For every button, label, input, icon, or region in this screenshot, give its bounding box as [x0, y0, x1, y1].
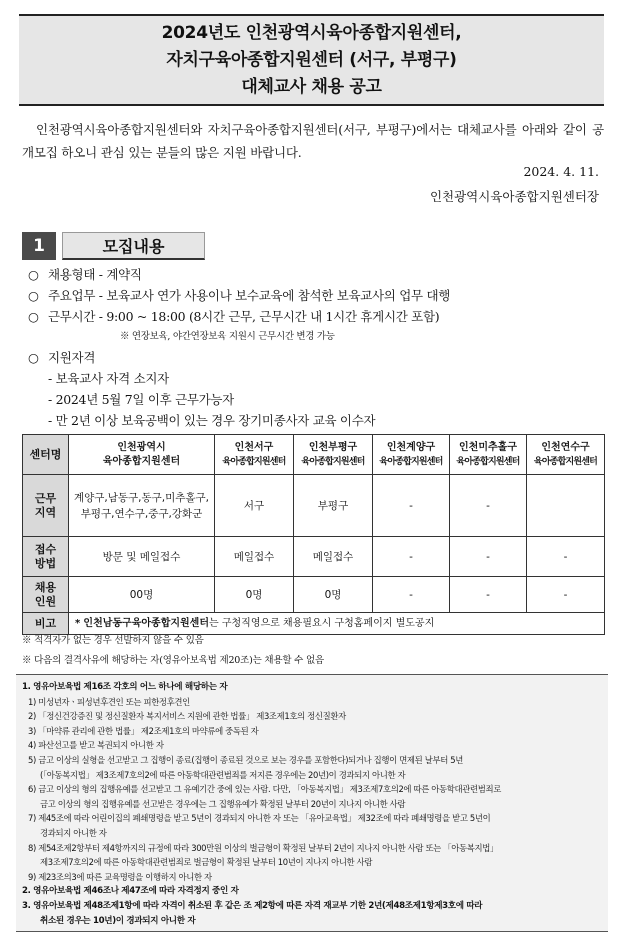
count-cell: - [527, 577, 605, 613]
bullet-circle-icon: ○ [28, 309, 39, 324]
bullet-employment-type: ○ 채용형태 - 계약직 [28, 264, 608, 285]
center-michuhol-gu: 인천미추홀구 육아종합지원센터 [450, 435, 527, 475]
center-gyeyang-gu: 인천계양구 육아종합지원센터 [373, 435, 450, 475]
method-cell: - [373, 537, 450, 577]
count-cell: 0명 [294, 577, 373, 613]
bullet-main-duty: ○ 주요업무 - 보육교사 연가 사용이나 보수교육에 참석한 보육교사의 업무 대행 [28, 285, 608, 306]
recruit-table [22, 434, 605, 635]
work-hours-note: ※ 연장보육, 야간연장보육 지원시 근무시간 변경 가능 [120, 331, 335, 342]
note-cell: * 인천남동구육아종합지원센터는 구청직영으로 채용필요시 구청홈페이지 별도공지 [69, 613, 605, 635]
row-header-note: 비고 [23, 613, 69, 635]
title-box [19, 14, 604, 106]
disqualification-item: 1. 영유아보육법 제16조 각호의 어느 하나에 해당하는 자 [22, 682, 228, 692]
issuer: 인천광역시육아종합지원센터장 [429, 189, 599, 204]
recruit-details [28, 264, 608, 431]
bullet-circle-icon: ○ [28, 267, 39, 282]
qualification-item: - 보육교사 자격 소지자 [48, 371, 169, 386]
section-title: 모집내용 [62, 232, 205, 260]
method-cell: - [450, 537, 527, 577]
method-cell: 메일접수 [215, 537, 294, 577]
center-yeonsu-gu: 인천연수구 육아종합지원센터 [527, 435, 605, 475]
count-cell: - [450, 577, 527, 613]
table-row [23, 475, 605, 537]
count-cell: 00명 [69, 577, 215, 613]
disqualification-item: 제3조제7호의2에 따른 아동학대관련범죄로 벌금형이 확정된 날부터 10년이 지나지 아니한 사람 [40, 857, 373, 868]
disqualification-item: 3) 「마약류 관리에 관한 법률」 제2조제1호의 마약류에 중독된 자 [28, 725, 259, 736]
announcement-date: 2024. 4. 11. [523, 164, 599, 179]
count-cell: - [373, 577, 450, 613]
intro-paragraph: 인천광역시육아종합지원센터와 자치구육아종합지원센터(서구, 부평구)에서는 대체교사를 아래와 같이 공개모집 하오니 관심 있는 분들의 많은 지원 바랍니다. [22, 122, 604, 160]
region-cell: - [373, 475, 450, 537]
disqualification-item: 2) 「정신건강증진 및 정신질환자 복지서비스 지원에 관한 법률」 제3조제1호의 정신질환자 [28, 711, 346, 722]
table-row [23, 577, 605, 613]
disqualification-item: 취소된 경우는 10년)이 경과되지 아니한 자 [40, 915, 196, 926]
disqualification-item: 9) 제23조의3에 따른 교육명령을 이행하지 아니한 자 [28, 871, 212, 882]
disqualification-item: 6) 금고 이상의 형의 집행유예를 선고받고 그 유예기간 중에 있는 사람. 다만, 「아동복지법」 제3조제7호의2에 따른 아동학대관련범죄로 [28, 784, 501, 795]
disqualification-box [16, 674, 608, 932]
qualification-item: - 만 2년 이상 보육공백이 있는 경우 장기미종사자 교육 이수자 [48, 413, 376, 428]
bullet-circle-icon: ○ [28, 288, 39, 303]
bullet-work-hours: ○ 근무시간 - 9:00 ~ 18:00 (8시간 근무, 근무시간 내 1시간 휴게시간 포함) [28, 306, 608, 327]
title-line-3: 대체교사 채용 공고 [241, 76, 382, 97]
title-line-2: 자치구육아종합지원센터 (서구, 부평구) [166, 49, 457, 70]
row-header-region: 근무지역 [23, 475, 69, 537]
bullet-qualifications: ○ 지원자격 [28, 347, 608, 368]
disqualification-item: 4) 파산선고를 받고 복권되지 아니한 자 [28, 740, 164, 751]
method-cell: 방문 및 메일접수 [69, 537, 215, 577]
disqualification-item: 1) 미성년자ㆍ피성년후견인 또는 피한정후견인 [28, 696, 190, 707]
disqualification-item: 금고 이상의 형의 집행유예를 선고받은 경우에는 그 집행유예가 확정된 날부터 20년이 지나지 아니한 사람 [40, 798, 406, 809]
region-cell: 부평구 [294, 475, 373, 537]
table-row [23, 435, 605, 475]
disqualification-item: (「아동복지법」 제3조제7호의2에 따른 아동학대관련범죄를 저지른 경우에는 20년)이 경과되지 아니한 자 [40, 769, 406, 780]
title-line-1: 2024년도 인천광역시육아종합지원센터, [161, 22, 462, 43]
center-incheon: 인천광역시 육아종합지원센터 [69, 435, 215, 475]
disqualification-item: 2. 영유아보육법 제46조나 제47조에 따라 자격정지 중인 자 [22, 886, 239, 897]
qualification-item: - 2024년 5월 7일 이후 근무가능자 [48, 392, 234, 407]
row-header-count: 채용인원 [23, 577, 69, 613]
warning-no-candidate: ※ 적격자가 없는 경우 선발하지 않을 수 있음 [22, 635, 204, 646]
row-header-center: 센터명 [23, 435, 69, 475]
disqualification-item: 5) 금고 이상의 실형을 선고받고 그 집행이 종료(집행이 종료된 것으로 보는 경우를 포함한다)되거나 집행이 면제된 날부터 5년 [28, 754, 463, 765]
disqualification-item: 7) 제45조에 따라 어린이집의 폐쇄명령을 받고 5년이 경과되지 아니한 자 또는 「유아교육법」 제32조에 따라 폐쇄명령을 받고 5년이 [28, 813, 491, 824]
region-cell: 서구 [215, 475, 294, 537]
region-cell [527, 475, 605, 537]
region-cell: - [450, 475, 527, 537]
method-cell: 메일접수 [294, 537, 373, 577]
count-cell: 0명 [215, 577, 294, 613]
region-cell: 계양구,남동구,동구,미추홀구, 부평구,연수구,중구,강화군 [69, 475, 215, 537]
row-header-method: 접수방법 [23, 537, 69, 577]
disqualification-item: 3. 영유아보육법 제48조제1항에 따라 자격이 취소된 후 같은 조 제2항에 따른 자격 재교부 기한 2년(제48조제1항제3호에 따라 [22, 900, 483, 911]
bullet-circle-icon: ○ [28, 350, 39, 365]
table-row [23, 537, 605, 577]
warning-disqualification: ※ 다음의 결격사유에 해당하는 자(영유아보육법 제20조)는 채용할 수 없음 [22, 655, 324, 666]
disqualification-item: 경과되지 아니한 자 [40, 827, 107, 838]
center-bupyeong-gu: 인천부평구 육아종합지원센터 [294, 435, 373, 475]
center-seo-gu: 인천서구 육아종합지원센터 [215, 435, 294, 475]
method-cell: - [527, 537, 605, 577]
section-number: 1 [22, 232, 56, 260]
disqualification-item: 8) 제54조제2항부터 제4항까지의 규정에 따라 300만원 이상의 벌금형이 확정된 날부터 2년이 지나지 아니한 사람 또는 「아동복지법」 [28, 842, 498, 853]
